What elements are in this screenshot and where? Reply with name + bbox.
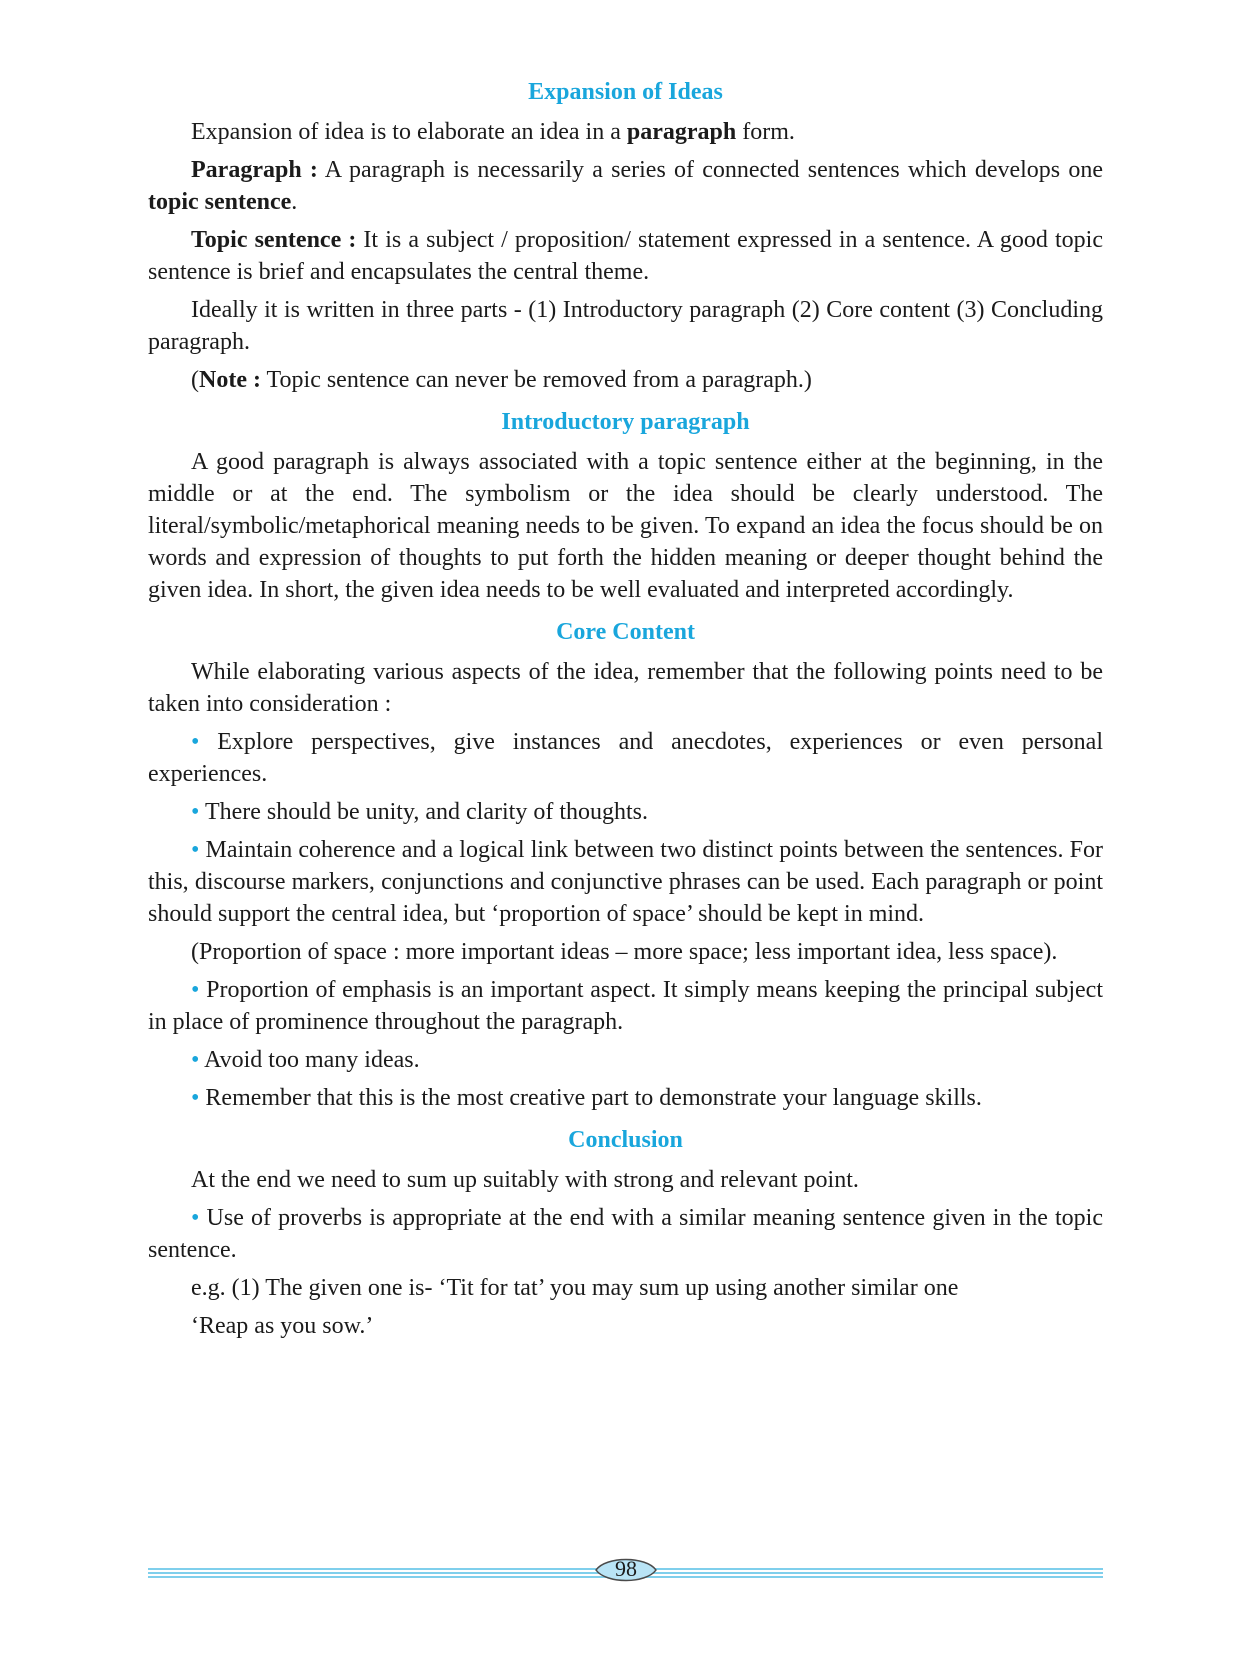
topic-sentence-definition — [148, 224, 1103, 288]
text: Expansion of idea is to elaborate an idea in a — [191, 119, 627, 145]
text: It is a subject / proposition/ statement expressed in a sentence. A good topic sentence is brief and encapsulates the central theme. — [148, 227, 1103, 285]
bullet-icon: • — [191, 837, 200, 863]
text: Proportion of emphasis is an important aspect. It simply means keeping the principal subject in place of prominence throughout the paragraph. — [148, 977, 1103, 1035]
document-page — [148, 76, 1103, 1348]
note-paragraph — [148, 364, 1103, 396]
text: Remember that this is the most creative part to demonstrate your language skills. — [199, 1085, 982, 1111]
bullet-icon: • — [191, 1047, 200, 1073]
paragraph-definition — [148, 154, 1103, 218]
text: Use of proverbs is appropriate at the end with a similar meaning sentence given in the topic sentence. — [148, 1205, 1103, 1263]
page-number-badge — [592, 1552, 660, 1588]
core-bullet-1 — [148, 726, 1103, 790]
text: There should be unity, and clarity of thoughts. — [199, 799, 648, 825]
text: form. — [736, 119, 795, 145]
bullet-icon: • — [191, 799, 200, 825]
core-intro: While elaborating various aspects of the idea, remember that the following points need to be taken into consideration : — [148, 659, 1103, 717]
text: Explore perspectives, give instances and anecdotes, experiences or even personal experiences. — [148, 729, 1103, 787]
core-bullet-4 — [148, 974, 1103, 1038]
text: ( — [191, 367, 199, 393]
core-bullet-3 — [148, 834, 1103, 930]
page-footer — [148, 1552, 1103, 1592]
core-bullet-6 — [148, 1082, 1103, 1114]
introductory-paragraph: A good paragraph is always associated with a topic sentence either at the beginning, in the middle or at the end. The symbolism or the idea should be clearly understood. The literal/symbolic/metaphorical meaning needs to be given. To expand an idea the focus should be on words and expression of thoughts to put forth the hidden meaning or deeper thought behind the given idea. In short, the given idea needs to be well evaluated and interpreted accordingly. — [148, 449, 1103, 603]
term-label: Topic sentence : — [191, 227, 357, 253]
bullet-icon: • — [191, 1205, 200, 1231]
example-line-1: e.g. (1) The given one is- ‘Tit for tat’ you may sum up using another similar one — [191, 1275, 959, 1301]
bullet-icon: • — [191, 977, 200, 1003]
conclusion-paragraph: At the end we need to sum up suitably with strong and relevant point. — [191, 1167, 859, 1193]
page-number: 98 — [615, 1556, 637, 1581]
bold-term: paragraph — [626, 119, 737, 145]
proportion-of-space: (Proportion of space : more important ideas – more space; less important idea, less space). — [191, 939, 1058, 965]
term-label: Paragraph : — [191, 157, 318, 183]
heading-conclusion: Conclusion — [568, 1127, 683, 1153]
text: Maintain coherence and a logical link between two distinct points between the sentences. For this, discourse markers, conjunctions and conjunctive phrases can be used. Each paragraph or point should support the central idea, but ‘proportion of space’ should be kept in mind. — [148, 837, 1103, 927]
core-bullet-2 — [148, 796, 1103, 828]
heading-introductory-paragraph: Introductory paragraph — [501, 409, 750, 435]
heading-expansion-of-ideas: Expansion of Ideas — [528, 79, 723, 105]
expansion-paragraph-1 — [148, 116, 1103, 148]
conclusion-bullet-1 — [148, 1202, 1103, 1266]
text: Topic sentence can never be removed from a paragraph.) — [260, 367, 812, 393]
note-label: Note : — [199, 367, 261, 393]
three-parts-paragraph: Ideally it is written in three parts - (1) Introductory paragraph (2) Core content (3) Concluding paragraph. — [148, 297, 1103, 355]
text: . — [291, 189, 298, 215]
core-bullet-5 — [148, 1044, 1103, 1076]
text: A paragraph is necessarily a series of connected sentences which develops one — [317, 157, 1104, 183]
text: Avoid too many ideas. — [199, 1047, 420, 1073]
heading-core-content: Core Content — [556, 619, 695, 645]
bold-term: topic sentence — [148, 189, 292, 215]
example-line-2: ‘Reap as you sow.’ — [191, 1313, 374, 1339]
bullet-icon: • — [191, 729, 200, 755]
bullet-icon: • — [191, 1085, 200, 1111]
